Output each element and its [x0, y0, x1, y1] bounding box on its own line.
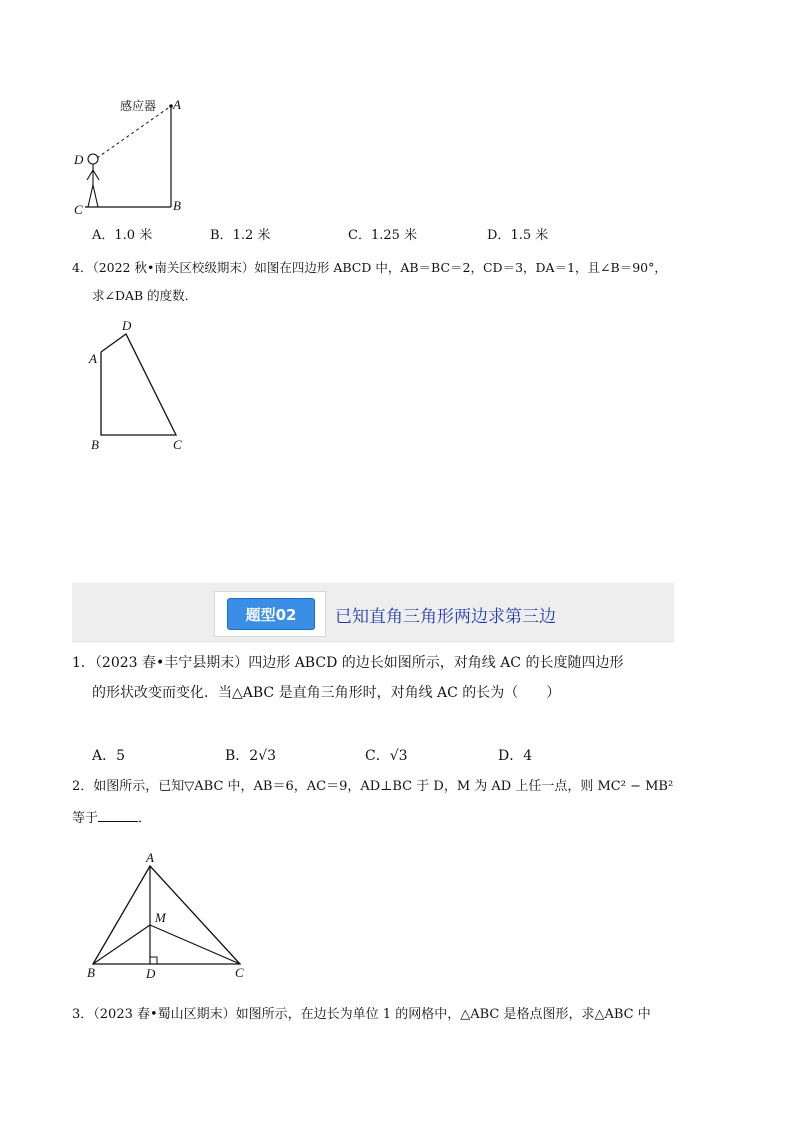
segment-mb	[93, 925, 150, 964]
fig3-label-C: C	[235, 965, 244, 980]
s2q1-line1: 1．（2023 春•丰宁县期末）四边形 ABCD 的边长如图所示，对角线 AC 的长度随四边形	[72, 655, 624, 671]
fig3-label-D: D	[146, 966, 156, 981]
fig2-label-B: B	[91, 437, 99, 452]
choice-d[interactable]: D．1.5 米	[487, 228, 549, 243]
fig1-label-A: A	[173, 97, 181, 112]
fig1-label-C: C	[74, 202, 83, 217]
section-badge: 题型02	[227, 598, 315, 630]
s2q1-line2: 的形状改变而变化．当△ABC 是直角三角形时，对角线 AC 的长为（ ）	[92, 685, 561, 701]
section-title: 已知直角三角形两边求第三边	[335, 607, 556, 627]
segment-mc	[150, 925, 240, 964]
fig1-label-B: B	[173, 198, 181, 213]
q4-line1: 4．（2022 秋•南关区校级期末）如图在四边形 ABCD 中，AB＝BC＝2，CD＝3，DA＝1，且∠B＝90°，	[72, 260, 667, 275]
q4-line2: 求∠DAB 的度数．	[92, 288, 198, 303]
fig2-label-A: A	[89, 351, 97, 366]
s2q2-line1: 2．如图所示，已知▽ABC 中，AB＝6，AC＝9，AD⊥BC 于 D，M 为 AD 上任一点，则 MC² − MB²	[72, 779, 674, 794]
s2q1-choice-b[interactable]: B．2√3	[225, 748, 277, 764]
fig2-label-D: D	[122, 318, 132, 333]
fig3-label-M: M	[155, 910, 166, 925]
s2q1-choice-c[interactable]: C．√3	[365, 748, 408, 764]
s2q2-line2-prefix: 等于	[72, 811, 99, 826]
choice-b[interactable]: B．1.2 米	[210, 228, 271, 243]
s2q1-choice-d[interactable]: D．4	[498, 748, 533, 764]
fig3-label-B: B	[87, 965, 95, 980]
sensor-label: 感应器	[120, 99, 157, 113]
fig2-label-C: C	[173, 437, 182, 452]
s2q2-line2-suffix: ．	[138, 811, 152, 826]
s2q3-line1: 3．（2023 春•蜀山区期末）如图所示，在边长为单位 1 的网格中，△ABC 是格点图形，求△ABC 中	[72, 1007, 651, 1022]
s2q1-choice-a[interactable]: A．5	[92, 748, 126, 764]
choice-c[interactable]: C．1.25 米	[348, 228, 418, 243]
fig3-label-A: A	[146, 850, 154, 865]
right-angle-mark	[150, 957, 157, 964]
choice-a[interactable]: A．1.0 米	[92, 228, 153, 243]
fig1-label-D: D	[74, 152, 84, 167]
